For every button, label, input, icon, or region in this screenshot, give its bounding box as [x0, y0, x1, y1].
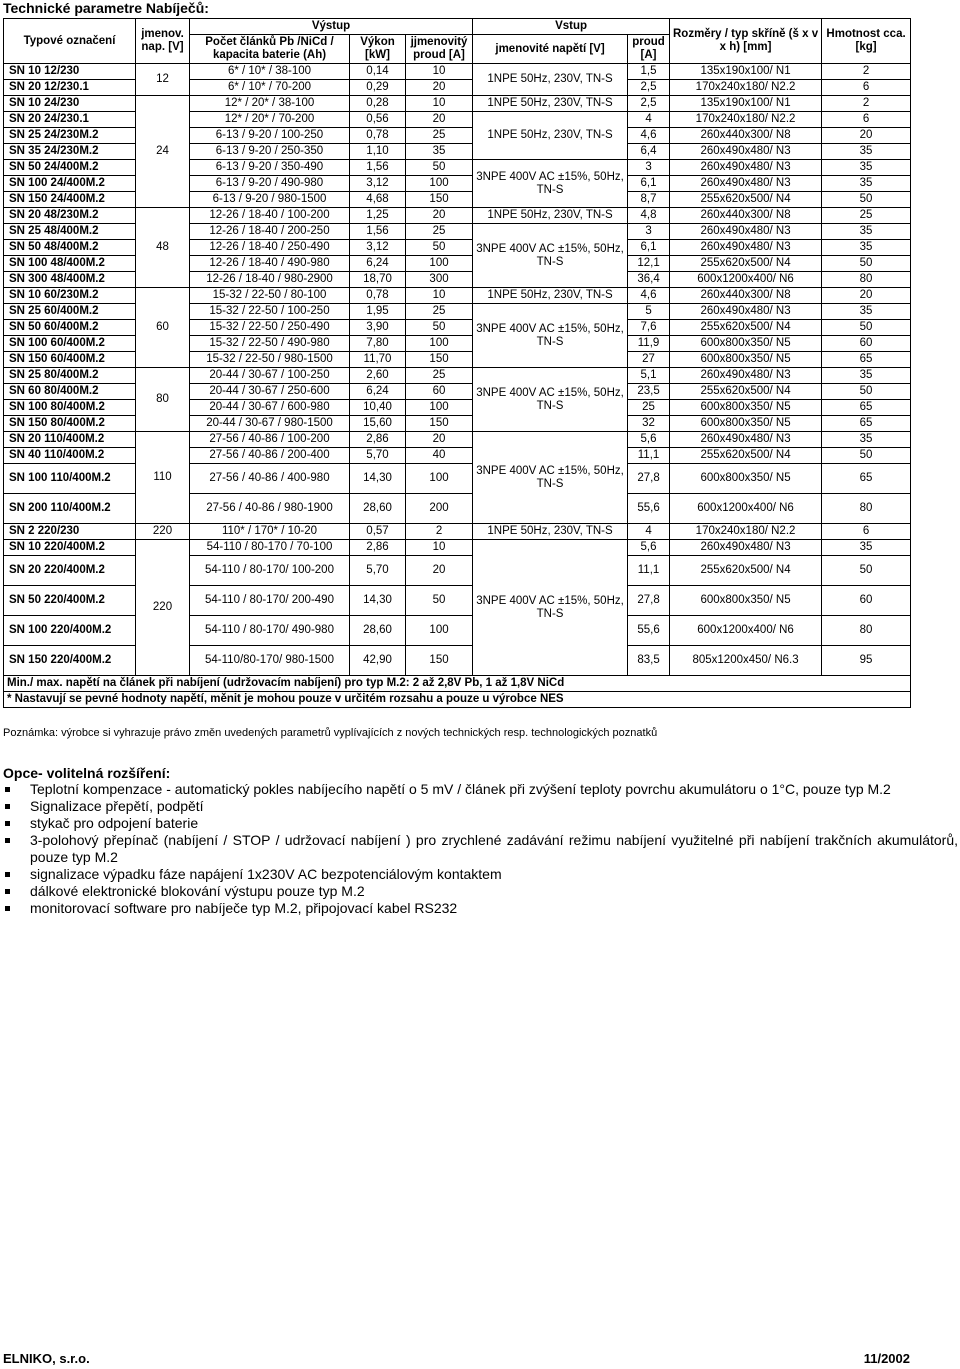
cell-weight: 50	[822, 256, 911, 272]
option-item: Teplotní kompenzace - automatický pokles nabíjecího napětí o 5 mV / článek při zvýšení teploty povrchu akumulátoru o 1°C, pouze typ M.2	[3, 781, 958, 798]
cell-dims: 260x490x480/ N3	[670, 224, 822, 240]
option-item: 3-polohový přepínač (nabíjení / STOP / udržovací nabíjení ) pro zrychlené zadávání režimu nabíjení využitelné při nabíjení trakčních akumulátorů, pouze typ M.2	[3, 832, 958, 866]
bullet-icon	[5, 821, 10, 826]
cell-cells: 6* / 10* / 38-100	[190, 64, 350, 80]
table-header	[4, 19, 911, 64]
cell-nominal-voltage: 110	[136, 432, 190, 524]
cell-model: SN 35 24/230M.2	[4, 144, 136, 160]
cell-dims: 170x240x180/ N2.2	[670, 524, 822, 540]
cell-cells: 54-110/80-170/ 980-1500	[190, 646, 350, 676]
cell-power: 3,12	[350, 176, 406, 192]
cell-current: 10	[406, 96, 473, 112]
cell-current: 150	[406, 416, 473, 432]
cell-power: 3,12	[350, 240, 406, 256]
cell-dims: 170x240x180/ N2.2	[670, 112, 822, 128]
cell-cells: 27-56 / 40-86 / 100-200	[190, 432, 350, 448]
cell-current: 25	[406, 368, 473, 384]
cell-weight: 80	[822, 272, 911, 288]
cell-input-voltage: 1NPE 50Hz, 230V, TN-S	[473, 288, 628, 304]
header-dims: Rozměry / typ skříně (š x v x h) [mm]	[670, 19, 822, 64]
cell-model: SN 150 24/400M.2	[4, 192, 136, 208]
cell-weight: 60	[822, 586, 911, 616]
cell-input-current: 1,5	[628, 64, 670, 80]
cell-model: SN 20 220/400M.2	[4, 556, 136, 586]
cell-current: 60	[406, 384, 473, 400]
cell-model: SN 25 80/400M.2	[4, 368, 136, 384]
cell-dims: 600x800x350/ N5	[670, 336, 822, 352]
cell-dims: 600x800x350/ N5	[670, 586, 822, 616]
cell-weight: 20	[822, 128, 911, 144]
cell-dims: 600x800x350/ N5	[670, 400, 822, 416]
cell-dims: 600x800x350/ N5	[670, 352, 822, 368]
cell-power: 18,70	[350, 272, 406, 288]
note: Poznámka: výrobce si vyhrazuje právo změn uvedených parametrů vyplívajících z nových technických resp. technologických poznatků	[3, 727, 658, 739]
cell-input-current: 4	[628, 524, 670, 540]
cell-input-voltage: 3NPE 400V AC ±15%, 50Hz, TN-S	[473, 540, 628, 676]
cell-cells: 54-110 / 80-170 / 70-100	[190, 540, 350, 556]
cell-current: 100	[406, 464, 473, 494]
header-model: Typové označení	[4, 19, 136, 64]
bullet-icon	[5, 787, 10, 792]
cell-model: SN 25 48/400M.2	[4, 224, 136, 240]
cell-dims: 260x490x480/ N3	[670, 144, 822, 160]
cell-nominal-voltage: 48	[136, 208, 190, 288]
cell-dims: 135x190x100/ N1	[670, 64, 822, 80]
cell-dims: 600x1200x400/ N6	[670, 616, 822, 646]
cell-model: SN 50 48/400M.2	[4, 240, 136, 256]
cell-current: 20	[406, 80, 473, 96]
cell-cells: 54-110 / 80-170/ 100-200	[190, 556, 350, 586]
cell-weight: 50	[822, 556, 911, 586]
cell-model: SN 100 220/400M.2	[4, 616, 136, 646]
cell-power: 2,60	[350, 368, 406, 384]
cell-input-current: 25	[628, 400, 670, 416]
cell-current: 25	[406, 128, 473, 144]
cell-dims: 255x620x500/ N4	[670, 192, 822, 208]
cell-dims: 600x1200x400/ N6	[670, 494, 822, 524]
table-row	[4, 96, 911, 112]
cell-input-current: 11,1	[628, 556, 670, 586]
cell-input-current: 5	[628, 304, 670, 320]
cell-input-current: 27	[628, 352, 670, 368]
cell-weight: 35	[822, 240, 911, 256]
header-power: Výkon [kW]	[350, 35, 406, 64]
cell-input-current: 3	[628, 160, 670, 176]
cell-cells: 6* / 10* / 70-200	[190, 80, 350, 96]
header-output: Výstup	[190, 19, 473, 35]
cell-input-current: 6,1	[628, 176, 670, 192]
cell-cells: 27-56 / 40-86 / 200-400	[190, 448, 350, 464]
cell-weight: 35	[822, 368, 911, 384]
cell-weight: 2	[822, 96, 911, 112]
cell-current: 20	[406, 432, 473, 448]
cell-cells: 54-110 / 80-170/ 490-980	[190, 616, 350, 646]
cell-weight: 50	[822, 320, 911, 336]
cell-nominal-voltage: 60	[136, 288, 190, 368]
cell-weight: 95	[822, 646, 911, 676]
cell-model: SN 60 80/400M.2	[4, 384, 136, 400]
cell-cells: 12-26 / 18-40 / 250-490	[190, 240, 350, 256]
cell-model: SN 10 60/230M.2	[4, 288, 136, 304]
cell-power: 4,68	[350, 192, 406, 208]
cell-current: 50	[406, 160, 473, 176]
footnote-star: * Nastavují se pevné hodnoty napětí, měnit je mohou pouze v určitém rozsahu a pouze u výrobce NES	[4, 692, 911, 708]
cell-weight: 6	[822, 524, 911, 540]
cell-input-current: 2,5	[628, 96, 670, 112]
cell-cells: 27-56 / 40-86 / 400-980	[190, 464, 350, 494]
cell-model: SN 20 24/230.1	[4, 112, 136, 128]
cell-model: SN 10 220/400M.2	[4, 540, 136, 556]
header-input: Vstup	[473, 19, 670, 35]
cell-dims: 255x620x500/ N4	[670, 384, 822, 400]
cell-cells: 12-26 / 18-40 / 980-2900	[190, 272, 350, 288]
cell-model: SN 2 220/230	[4, 524, 136, 540]
cell-dims: 170x240x180/ N2.2	[670, 80, 822, 96]
cell-cells: 6-13 / 9-20 / 250-350	[190, 144, 350, 160]
cell-power: 6,24	[350, 256, 406, 272]
cell-input-current: 83,5	[628, 646, 670, 676]
table-row	[4, 524, 911, 540]
cell-weight: 20	[822, 288, 911, 304]
cell-power: 28,60	[350, 494, 406, 524]
cell-cells: 20-44 / 30-67 / 980-1500	[190, 416, 350, 432]
cell-model: SN 100 60/400M.2	[4, 336, 136, 352]
cell-dims: 260x440x300/ N8	[670, 208, 822, 224]
header-current: jjmenovitý proud [A]	[406, 35, 473, 64]
cell-model: SN 300 48/400M.2	[4, 272, 136, 288]
cell-input-current: 11,1	[628, 448, 670, 464]
cell-dims: 600x800x350/ N5	[670, 464, 822, 494]
cell-weight: 6	[822, 80, 911, 96]
cell-cells: 12-26 / 18-40 / 200-250	[190, 224, 350, 240]
cell-cells: 20-44 / 30-67 / 250-600	[190, 384, 350, 400]
cell-power: 15,60	[350, 416, 406, 432]
cell-weight: 65	[822, 352, 911, 368]
cell-power: 1,56	[350, 160, 406, 176]
cell-cells: 15-32 / 22-50 / 80-100	[190, 288, 350, 304]
cell-power: 0,14	[350, 64, 406, 80]
cell-weight: 80	[822, 616, 911, 646]
cell-model: SN 150 60/400M.2	[4, 352, 136, 368]
cell-current: 25	[406, 304, 473, 320]
cell-power: 0,29	[350, 80, 406, 96]
cell-input-voltage: 1NPE 50Hz, 230V, TN-S	[473, 208, 628, 224]
cell-input-current: 5,1	[628, 368, 670, 384]
cell-model: SN 50 60/400M.2	[4, 320, 136, 336]
cell-dims: 260x490x480/ N3	[670, 240, 822, 256]
cell-weight: 65	[822, 400, 911, 416]
cell-model: SN 50 24/400M.2	[4, 160, 136, 176]
table-body	[4, 64, 911, 676]
cell-current: 100	[406, 256, 473, 272]
cell-power: 10,40	[350, 400, 406, 416]
cell-model: SN 25 60/400M.2	[4, 304, 136, 320]
cell-weight: 35	[822, 176, 911, 192]
table-row	[4, 64, 911, 80]
cell-model: SN 10 24/230	[4, 96, 136, 112]
header-cells: Počet článků Pb /NiCd / kapacita baterie (Ah)	[190, 35, 350, 64]
cell-dims: 260x440x300/ N8	[670, 128, 822, 144]
page-title: Technické parametre Nabíječů:	[3, 0, 209, 16]
cell-current: 100	[406, 176, 473, 192]
cell-dims: 260x490x480/ N3	[670, 368, 822, 384]
cell-input-current: 4,6	[628, 288, 670, 304]
cell-power: 0,57	[350, 524, 406, 540]
cell-weight: 35	[822, 160, 911, 176]
cell-current: 100	[406, 400, 473, 416]
cell-dims: 805x1200x450/ N6.3	[670, 646, 822, 676]
cell-power: 6,24	[350, 384, 406, 400]
cell-input-voltage: 1NPE 50Hz, 230V, TN-S	[473, 112, 628, 160]
cell-dims: 600x1200x400/ N6	[670, 272, 822, 288]
cell-input-current: 32	[628, 416, 670, 432]
cell-dims: 600x800x350/ N5	[670, 416, 822, 432]
cell-model: SN 150 220/400M.2	[4, 646, 136, 676]
cell-nominal-voltage: 12	[136, 64, 190, 96]
cell-current: 40	[406, 448, 473, 464]
cell-current: 10	[406, 64, 473, 80]
options-list	[3, 781, 958, 917]
cell-weight: 25	[822, 208, 911, 224]
cell-input-voltage: 3NPE 400V AC ±15%, 50Hz, TN-S	[473, 368, 628, 432]
cell-model: SN 10 12/230	[4, 64, 136, 80]
cell-input-current: 3	[628, 224, 670, 240]
cell-current: 50	[406, 240, 473, 256]
cell-dims: 260x490x480/ N3	[670, 540, 822, 556]
cell-current: 25	[406, 224, 473, 240]
cell-weight: 35	[822, 304, 911, 320]
table-row	[4, 208, 911, 224]
cell-cells: 27-56 / 40-86 / 980-1900	[190, 494, 350, 524]
cell-model: SN 20 12/230.1	[4, 80, 136, 96]
cell-power: 11,70	[350, 352, 406, 368]
cell-input-voltage: 1NPE 50Hz, 230V, TN-S	[473, 524, 628, 540]
cell-current: 10	[406, 540, 473, 556]
cell-input-current: 4,8	[628, 208, 670, 224]
cell-nominal-voltage: 80	[136, 368, 190, 432]
table-row	[4, 368, 911, 384]
cell-model: SN 100 110/400M.2	[4, 464, 136, 494]
cell-input-current: 7,6	[628, 320, 670, 336]
cell-input-voltage: 3NPE 400V AC ±15%, 50Hz, TN-S	[473, 160, 628, 208]
cell-power: 0,78	[350, 128, 406, 144]
bullet-icon	[5, 838, 10, 843]
cell-input-current: 11,9	[628, 336, 670, 352]
cell-weight: 35	[822, 540, 911, 556]
cell-cells: 12-26 / 18-40 / 490-980	[190, 256, 350, 272]
cell-model: SN 200 110/400M.2	[4, 494, 136, 524]
bullet-icon	[5, 804, 10, 809]
cell-input-current: 6,1	[628, 240, 670, 256]
cell-cells: 20-44 / 30-67 / 100-250	[190, 368, 350, 384]
cell-input-current: 55,6	[628, 616, 670, 646]
option-item: Signalizace přepětí, podpětí	[3, 798, 958, 815]
cell-input-voltage: 3NPE 400V AC ±15%, 50Hz, TN-S	[473, 432, 628, 524]
cell-dims: 260x440x300/ N8	[670, 288, 822, 304]
cell-power: 1,25	[350, 208, 406, 224]
cell-cells: 15-32 / 22-50 / 250-490	[190, 320, 350, 336]
cell-power: 3,90	[350, 320, 406, 336]
cell-current: 150	[406, 352, 473, 368]
cell-dims: 255x620x500/ N4	[670, 448, 822, 464]
cell-weight: 35	[822, 224, 911, 240]
cell-current: 20	[406, 556, 473, 586]
cell-power: 1,10	[350, 144, 406, 160]
cell-weight: 50	[822, 448, 911, 464]
header-input-current: proud [A]	[628, 35, 670, 64]
cell-input-current: 23,5	[628, 384, 670, 400]
cell-cells: 15-32 / 22-50 / 980-1500	[190, 352, 350, 368]
cell-input-current: 8,7	[628, 192, 670, 208]
cell-current: 200	[406, 494, 473, 524]
cell-power: 2,86	[350, 540, 406, 556]
options-title: Opce- volitelná rozšíření:	[3, 765, 171, 781]
cell-weight: 35	[822, 432, 911, 448]
footnote-minmax: Min./ max. napětí na článek při nabíjení (udržovacím nabíjení) pro typ M.2: 2 až 2,8V Pb, 1 až 1,8V NiCd	[4, 676, 911, 692]
cell-model: SN 25 24/230M.2	[4, 128, 136, 144]
cell-input-voltage: 1NPE 50Hz, 230V, TN-S	[473, 64, 628, 96]
cell-cells: 110* / 170* / 10-20	[190, 524, 350, 540]
cell-dims: 260x490x480/ N3	[670, 304, 822, 320]
cell-power: 0,56	[350, 112, 406, 128]
cell-model: SN 20 110/400M.2	[4, 432, 136, 448]
spec-table	[3, 18, 911, 708]
bullet-icon	[5, 889, 10, 894]
footer-company: ELNIKO, s.r.o.	[3, 1351, 90, 1366]
cell-cells: 6-13 / 9-20 / 100-250	[190, 128, 350, 144]
cell-power: 5,70	[350, 448, 406, 464]
cell-model: SN 100 48/400M.2	[4, 256, 136, 272]
option-item: dálkové elektronické blokování výstupu pouze typ M.2	[3, 883, 958, 900]
option-item: monitorovací software pro nabíječe typ M.2, připojovací kabel RS232	[3, 900, 958, 917]
cell-model: SN 40 110/400M.2	[4, 448, 136, 464]
table-row	[4, 540, 911, 556]
cell-current: 150	[406, 646, 473, 676]
cell-power: 2,86	[350, 432, 406, 448]
option-item: stykač pro odpojení baterie	[3, 815, 958, 832]
table-row	[4, 288, 911, 304]
cell-input-current: 27,8	[628, 586, 670, 616]
cell-power: 7,80	[350, 336, 406, 352]
cell-cells: 12* / 20* / 70-200	[190, 112, 350, 128]
header-input-voltage: jmenovité napětí [V]	[473, 35, 628, 64]
cell-current: 100	[406, 616, 473, 646]
cell-input-voltage: 3NPE 400V AC ±15%, 50Hz, TN-S	[473, 304, 628, 368]
cell-current: 300	[406, 272, 473, 288]
cell-nominal-voltage: 220	[136, 540, 190, 676]
cell-cells: 6-13 / 9-20 / 490-980	[190, 176, 350, 192]
cell-weight: 35	[822, 144, 911, 160]
cell-nominal-voltage: 24	[136, 96, 190, 208]
cell-current: 2	[406, 524, 473, 540]
cell-input-voltage: 3NPE 400V AC ±15%, 50Hz, TN-S	[473, 224, 628, 288]
cell-current: 10	[406, 288, 473, 304]
cell-cells: 6-13 / 9-20 / 980-1500	[190, 192, 350, 208]
cell-dims: 255x620x500/ N4	[670, 556, 822, 586]
cell-weight: 65	[822, 416, 911, 432]
table-row	[4, 432, 911, 448]
cell-dims: 135x190x100/ N1	[670, 96, 822, 112]
cell-cells: 15-32 / 22-50 / 100-250	[190, 304, 350, 320]
cell-input-current: 55,6	[628, 494, 670, 524]
cell-cells: 6-13 / 9-20 / 350-490	[190, 160, 350, 176]
cell-input-current: 12,1	[628, 256, 670, 272]
cell-nominal-voltage: 220	[136, 524, 190, 540]
cell-input-current: 2,5	[628, 80, 670, 96]
cell-current: 35	[406, 144, 473, 160]
cell-input-current: 27,8	[628, 464, 670, 494]
cell-power: 5,70	[350, 556, 406, 586]
cell-weight: 50	[822, 192, 911, 208]
cell-model: SN 150 80/400M.2	[4, 416, 136, 432]
cell-weight: 6	[822, 112, 911, 128]
cell-model: SN 100 80/400M.2	[4, 400, 136, 416]
cell-power: 42,90	[350, 646, 406, 676]
cell-cells: 12-26 / 18-40 / 100-200	[190, 208, 350, 224]
cell-weight: 80	[822, 494, 911, 524]
cell-current: 100	[406, 336, 473, 352]
cell-weight: 2	[822, 64, 911, 80]
cell-input-voltage: 1NPE 50Hz, 230V, TN-S	[473, 96, 628, 112]
cell-model: SN 20 48/230M.2	[4, 208, 136, 224]
cell-power: 28,60	[350, 616, 406, 646]
cell-model: SN 100 24/400M.2	[4, 176, 136, 192]
cell-power: 1,95	[350, 304, 406, 320]
cell-input-current: 4,6	[628, 128, 670, 144]
cell-cells: 20-44 / 30-67 / 600-980	[190, 400, 350, 416]
cell-cells: 12* / 20* / 38-100	[190, 96, 350, 112]
cell-current: 20	[406, 112, 473, 128]
cell-cells: 54-110 / 80-170/ 200-490	[190, 586, 350, 616]
cell-dims: 255x620x500/ N4	[670, 256, 822, 272]
cell-input-current: 5,6	[628, 432, 670, 448]
cell-current: 50	[406, 586, 473, 616]
cell-dims: 255x620x500/ N4	[670, 320, 822, 336]
header-weight: Hmotnost cca. [kg]	[822, 19, 911, 64]
header-nominal-voltage: jmenov. nap. [V]	[136, 19, 190, 64]
cell-power: 14,30	[350, 586, 406, 616]
bullet-icon	[5, 906, 10, 911]
cell-power: 1,56	[350, 224, 406, 240]
cell-input-current: 36,4	[628, 272, 670, 288]
cell-power: 0,28	[350, 96, 406, 112]
cell-dims: 260x490x480/ N3	[670, 160, 822, 176]
cell-power: 14,30	[350, 464, 406, 494]
cell-dims: 260x490x480/ N3	[670, 432, 822, 448]
cell-input-current: 4	[628, 112, 670, 128]
cell-current: 150	[406, 192, 473, 208]
cell-cells: 15-32 / 22-50 / 490-980	[190, 336, 350, 352]
cell-model: SN 50 220/400M.2	[4, 586, 136, 616]
cell-power: 0,78	[350, 288, 406, 304]
cell-input-current: 6,4	[628, 144, 670, 160]
cell-current: 50	[406, 320, 473, 336]
cell-input-current: 5,6	[628, 540, 670, 556]
cell-current: 20	[406, 208, 473, 224]
bullet-icon	[5, 872, 10, 877]
footer-date: 11/2002	[863, 1351, 910, 1366]
cell-weight: 60	[822, 336, 911, 352]
option-item: signalizace výpadku fáze napájení 1x230V AC bezpotenciálovým kontaktem	[3, 866, 958, 883]
cell-weight: 50	[822, 384, 911, 400]
cell-dims: 260x490x480/ N3	[670, 176, 822, 192]
cell-weight: 65	[822, 464, 911, 494]
